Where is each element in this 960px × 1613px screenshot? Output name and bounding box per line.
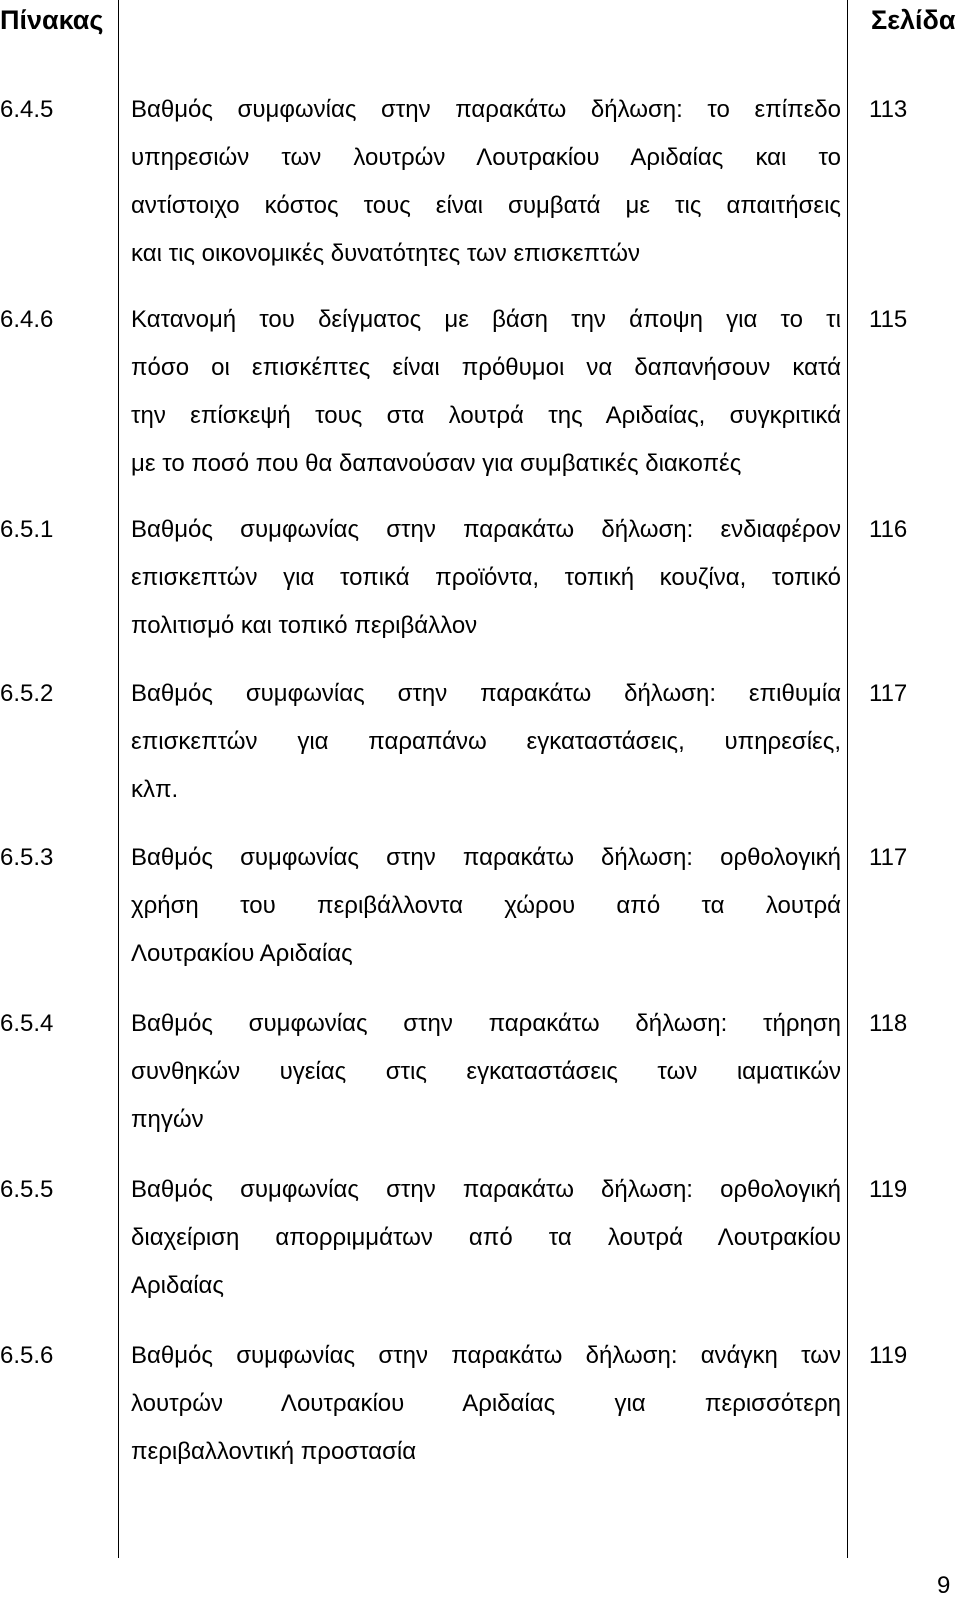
entry-title-line: Βαθμός συμφωνίας στην παρακάτω δήλωση: ορθολογική [131,1176,841,1203]
entry-title-line: κλπ. [131,776,179,803]
entry-page: 118 [869,1010,908,1037]
entry-page: 113 [869,96,908,123]
entry-title [131,670,841,814]
entry-title-line: περιβαλλοντική προστασία [131,1438,417,1465]
entry-number: 6.4.6 [0,306,54,333]
entry-number: 6.5.2 [0,680,54,707]
entry-title [131,834,841,978]
entry-page: 116 [869,516,908,543]
entry-page: 115 [869,306,908,333]
entry-number: 6.5.3 [0,844,54,871]
entry-title-line: διαχείριση απορριμμάτων από τα λουτρά Λουτρακίου [131,1224,841,1251]
entry-title-line: Βαθμός συμφωνίας στην παρακάτω δήλωση: ορθολογική [131,844,841,871]
entry-title-line: Βαθμός συμφωνίας στην παρακάτω δήλωση: τήρηση [131,1010,841,1037]
entry-number: 6.5.1 [0,516,54,543]
entry-title-line: επισκεπτών για τοπικά προϊόντα, τοπική κουζίνα, τοπικό [131,564,841,591]
entry-page: 117 [869,680,908,707]
entry-title-line: Αριδαίας [131,1272,224,1299]
entry-title-line: λουτρών Λουτρακίου Αριδαίας για περισσότερη [131,1390,841,1417]
entry-title [131,1000,841,1144]
entry-number: 6.4.5 [0,96,54,123]
entry-title-line: Βαθμός συμφωνίας στην παρακάτω δήλωση: το επίπεδο [131,96,841,123]
entry-number: 6.5.6 [0,1342,54,1369]
entry-title-line: πολιτισμό και τοπικό περιβάλλον [131,612,478,639]
entry-title [131,296,841,488]
entry-title-line: και τις οικονομικές δυνατότητες των επισκεπτών [131,240,640,267]
entry-title-line: επισκεπτών για παραπάνω εγκαταστάσεις, υπηρεσίες, [131,728,841,755]
entry-title-line: χρήση του περιβάλλοντα χώρου από τα λουτρά [131,892,841,919]
entry-title [131,1166,841,1310]
entry-title-line: πηγών [131,1106,204,1133]
entry-title-line: Λουτρακίου Αριδαίας [131,940,353,967]
entry-page: 119 [869,1342,908,1369]
entry-title-line: με το ποσό που θα δαπανούσαν για συμβατικές διακοπές [131,450,742,477]
entry-title-line: την επίσκεψή τους στα λουτρά της Αριδαίας, συγκριτικά [131,402,841,429]
entry-title-line: υπηρεσιών των λουτρών Λουτρακίου Αριδαίας και το [131,144,841,171]
entry-title-line: πόσο οι επισκέπτες είναι πρόθυμοι να δαπανήσουν κατά [131,354,841,381]
page-number: 9 [937,1572,951,1599]
entry-page: 119 [869,1176,908,1203]
header-page-label: Σελίδα [871,5,956,35]
entry-title-line: Βαθμός συμφωνίας στην παρακάτω δήλωση: επιθυμία [131,680,841,707]
entry-page: 117 [869,844,908,871]
entry-title-line: αντίστοιχο κόστος τους είναι συμβατά με τις απαιτήσεις [131,192,841,219]
right-column-divider [847,0,848,1558]
left-column-divider [118,0,119,1558]
entry-title-line: συνθηκών υγείας στις εγκαταστάσεις των ιαματικών [131,1058,841,1085]
entry-number: 6.5.4 [0,1010,54,1037]
header-table-label: Πίνακας [0,5,104,35]
entry-title [131,86,841,278]
entry-title-line: Κατανομή του δείγματος με βάση την άποψη για το τι [131,306,841,333]
entry-title [131,1332,841,1476]
entry-title-line: Βαθμός συμφωνίας στην παρακάτω δήλωση: ενδιαφέρον [131,516,841,543]
entry-title-line: Βαθμός συμφωνίας στην παρακάτω δήλωση: ανάγκη των [131,1342,841,1369]
entry-title [131,506,841,650]
entry-number: 6.5.5 [0,1176,54,1203]
